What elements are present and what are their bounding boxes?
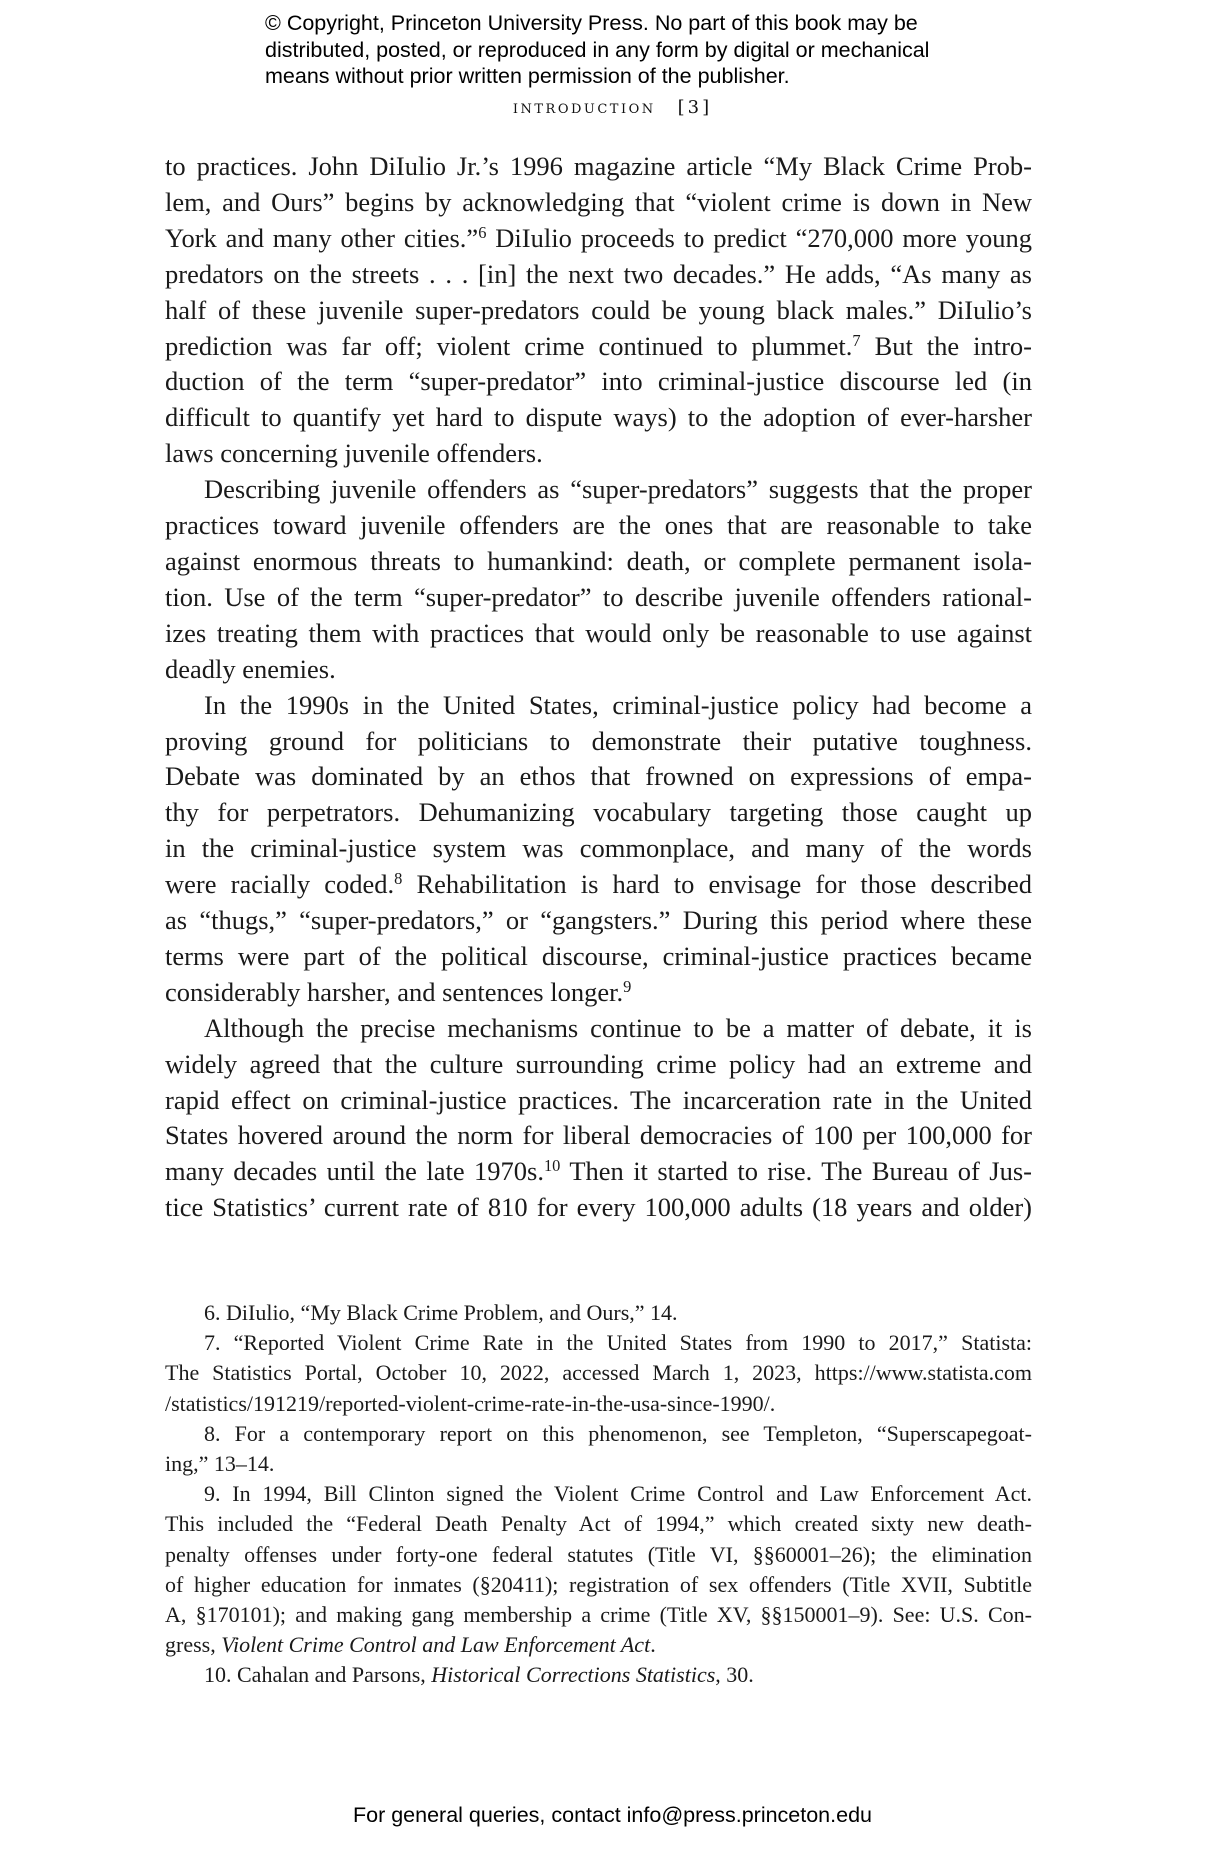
text-line: In the 1990s in the United States, criminal-justice policy had become a [204, 689, 1032, 720]
text-line [165, 1154, 1032, 1190]
text-run: many decades until the late 1970s. [165, 1156, 544, 1187]
footnote-line: ing,” 13–14. [165, 1451, 275, 1477]
footnote-ref[interactable]: 9 [623, 976, 632, 996]
footnote-line: 9. In 1994, Bill Clinton signed the Violent Crime Control and Law Enforcement Act. [204, 1481, 1032, 1507]
text-run: Then it started to rise. The Bureau of Jus- [569, 1156, 1032, 1187]
footnote [165, 1660, 1032, 1690]
italic-title: Violent Crime Control and Law Enforcement Act [221, 1632, 651, 1658]
footnote-line: 7. “Reported Violent Crime Rate in the United States from 1990 to 2017,” Statista: [204, 1330, 1032, 1356]
text-line: Although the precise mechanisms continue to be a matter of debate, it is [204, 1012, 1032, 1043]
text-line: States hovered around the norm for liberal democracies of 100 per 100,000 for [165, 1120, 1032, 1151]
text-line: lem, and Ours” begins by acknowledging that “violent crime is down in New [165, 186, 1032, 217]
footnote-line: of higher education for inmates (§20411); registration of sex offenders (Title XVII, Subtitle [165, 1571, 1032, 1597]
text-line: half of these juvenile super-predators could be young black males.” DiIulio’s [165, 294, 1032, 325]
text-line: izes treating them with practices that would only be reasonable to use against [165, 617, 1032, 648]
text-run: 10. Cahalan and Parsons, [204, 1662, 432, 1688]
footnote-line [165, 1660, 1032, 1690]
text-line: difficult to quantify yet hard to dispute ways) to the adoption of ever-harsher [165, 402, 1032, 433]
copyright-line: distributed, posted, or reproduced in any form by digital or mechanical [265, 37, 930, 62]
text-line [165, 975, 1032, 1011]
footnote-line: A, §170101); and making gang membership a crime (Title XV, §§150001–9). See: U.S. Con- [165, 1602, 1032, 1628]
text-line: in the criminal-justice system was commonplace, and many of the words [165, 833, 1032, 864]
paragraph [165, 1011, 1032, 1226]
text-run: Rehabilitation is hard to envisage for those described [416, 869, 1032, 900]
text-line: duction of the term “super-predator” into criminal-justice discourse led (in [165, 366, 1032, 397]
footnote-ref[interactable]: 10 [543, 1156, 561, 1176]
footnote [165, 1479, 1032, 1660]
footnote [165, 1298, 1032, 1328]
text-line: thy for perpetrators. Dehumanizing vocabulary targeting those caught up [165, 797, 1032, 828]
text-line [165, 221, 1032, 257]
text-run: gress, [165, 1632, 222, 1658]
italic-title: Historical Corrections Statistics [431, 1662, 716, 1688]
text-line: rapid effect on criminal-justice practices. The incarceration rate in the United [165, 1084, 1032, 1115]
text-line: to practices. John DiIulio Jr.’s 1996 magazine article “My Black Crime Prob- [165, 151, 1032, 181]
text-line: widely agreed that the culture surrounding crime policy had an extreme and [165, 1048, 1032, 1079]
text-line: proving ground for politicians to demonstrate their putative toughness. [165, 725, 1032, 756]
text-line: Debate was dominated by an ethos that frowned on expressions of empa- [165, 761, 1032, 792]
text-run: DiIulio proceeds to predict “270,000 more young [495, 222, 1032, 253]
footer-contact: For general queries, contact info@press.princeton.edu [352, 1803, 872, 1827]
paragraph [165, 688, 1032, 1011]
paragraph [165, 149, 1032, 472]
running-head-title: introduction [512, 97, 656, 118]
text-line: against enormous threats to humankind: death, or complete permanent isola- [165, 545, 1032, 576]
text-run: considerably harsher, and sentences longer. [165, 976, 624, 1007]
footnote-line: penalty offenses under forty-one federal statutes (Title VI, §§60001–26); the elimination [165, 1541, 1032, 1567]
footnote-line: The Statistics Portal, October 10, 2022, accessed March 1, 2023, https://www.statista.com [165, 1360, 1032, 1386]
paragraph [165, 472, 1032, 687]
text-line: tice Statistics’ current rate of 810 for every 100,000 adults (18 years and older) [165, 1192, 1032, 1223]
text-run: prediction was far off; violent crime continued to plummet. [165, 330, 853, 361]
text-line: practices toward juvenile offenders are the ones that are reasonable to take [165, 510, 1032, 541]
text-run: York and many other cities.” [165, 222, 479, 253]
copyright-line: © Copyright, Princeton University Press. No part of this book may be [265, 11, 918, 35]
footnotes [165, 1298, 1032, 1691]
footnote [165, 1328, 1032, 1419]
text-line: terms were part of the political discourse, criminal-justice practices became [165, 940, 1032, 971]
footnote-line [165, 1630, 1032, 1660]
footnote-line: 8. For a contemporary report on this phenomenon, see Templeton, “Superscapegoat- [204, 1420, 1032, 1446]
page-number: [3] [677, 97, 713, 118]
text-run: were racially coded. [165, 869, 395, 900]
footnote-ref[interactable]: 7 [852, 330, 861, 350]
footnote-ref[interactable]: 6 [478, 222, 487, 242]
text-run: But the intro- [874, 330, 1033, 361]
footnote-line: /statistics/191219/reported-violent-crime-rate-in-the-usa-since-1990/. [165, 1390, 776, 1416]
copyright-line: means without prior written permission of the publisher. [265, 64, 790, 88]
running-head [0, 97, 1225, 118]
text-line: laws concerning juvenile offenders. [165, 438, 543, 469]
text-line: predators on the streets . . . [in] the next two decades.” He adds, “As many as [165, 258, 1032, 289]
text-line: Describing juvenile offenders as “super-predators” suggests that the proper [204, 474, 1032, 505]
text-line: tion. Use of the term “super-predator” to describe juvenile offenders rational- [165, 581, 1032, 612]
body-text [165, 149, 1032, 1226]
copyright-notice [265, 10, 1045, 90]
text-run: , 30. [715, 1662, 754, 1688]
text-line: as “thugs,” “super-predators,” or “gangsters.” During this period where these [165, 905, 1032, 936]
footnote-ref[interactable]: 8 [394, 869, 403, 889]
footnote-line: This included the “Federal Death Penalty Act of 1994,” which created sixty new death- [165, 1511, 1032, 1537]
footnote [165, 1419, 1032, 1479]
text-line [165, 867, 1032, 903]
text-line [165, 329, 1032, 365]
text-line: deadly enemies. [165, 653, 336, 684]
footnote-line: 6. DiIulio, “My Black Crime Problem, and Ours,” 14. [204, 1300, 678, 1325]
text-run: . [650, 1632, 656, 1658]
